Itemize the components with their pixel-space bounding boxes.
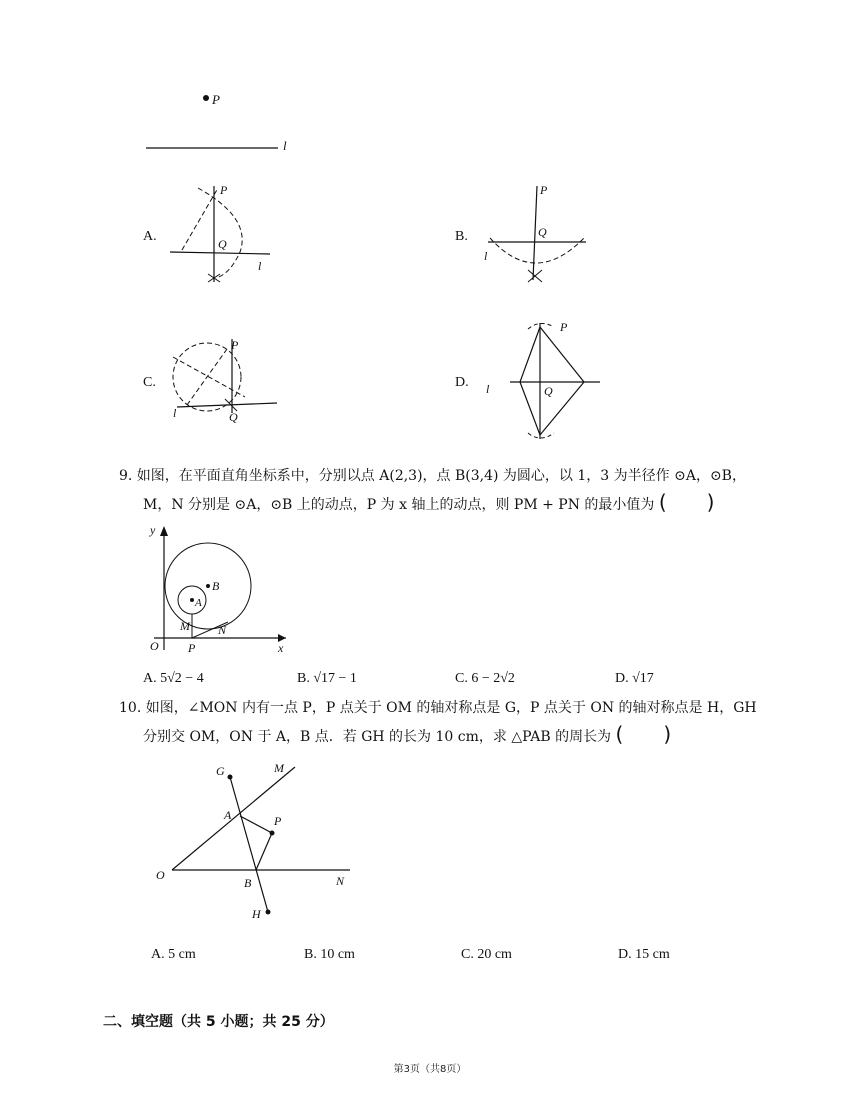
q10-line-2-text: 分别交 OM，ON 于 A，B 点．若 GH 的长为 10 cm，求 △PAB 的周长为 — [143, 729, 612, 745]
q10-option-c: C. 20 cm — [461, 947, 512, 962]
svg-text:Q: Q — [229, 410, 238, 424]
q9-line-2-text: M，N 分别是 ⊙A，⊙B 上的动点，P 为 x 轴上的动点，则 PM + PN 的最小值为 — [143, 497, 655, 513]
q8-option-c-figure — [165, 335, 285, 430]
svg-text:M: M — [274, 761, 284, 775]
q9-figure — [140, 520, 300, 660]
q8-option-a-figure — [160, 178, 280, 288]
svg-text:Q: Q — [218, 237, 227, 251]
top-figure — [140, 85, 300, 160]
q10-option-b: B. 10 cm — [304, 947, 355, 962]
q10-option-d: D. 15 cm — [618, 947, 670, 962]
q10-option-a: A. 5 cm — [151, 947, 196, 962]
svg-text:O: O — [150, 639, 159, 653]
svg-text:l: l — [173, 406, 177, 420]
svg-text:Q: Q — [538, 225, 547, 239]
svg-text:O: O — [156, 868, 165, 882]
q8-option-b-label: B. — [455, 229, 468, 244]
q8-option-d-figure — [480, 315, 610, 445]
q8-option-d-label: D. — [455, 375, 469, 390]
svg-text:l: l — [484, 249, 488, 263]
q10-figure — [150, 755, 370, 925]
svg-text:l: l — [486, 382, 490, 396]
svg-text:Q: Q — [544, 384, 553, 398]
svg-text:A: A — [224, 808, 232, 822]
svg-text:N: N — [218, 623, 227, 637]
section-2-title: 二、填空题（共 5 小题；共 25 分） — [103, 1014, 334, 1030]
q9-answer-bracket: ( ) — [658, 490, 715, 514]
svg-text:P: P — [220, 183, 228, 197]
q9-option-a: A. 5√2 − 4 — [143, 671, 204, 686]
page-footer: 第3页（共8页） — [393, 1064, 467, 1075]
svg-text:B: B — [212, 579, 220, 593]
q9-option-c: C. 6 − 2√2 — [455, 671, 515, 686]
svg-text:l: l — [258, 259, 262, 273]
q9-option-d: D. √17 — [615, 671, 654, 686]
svg-text:A: A — [195, 597, 202, 609]
q10-line-2 — [143, 721, 671, 750]
q9-line-1: 9. 如图，在平面直角坐标系中，分别以点 A(2,3)，点 B(3,4) 为圆心，以 1，3 为半径作 ⊙A，⊙B， — [119, 468, 746, 484]
point-p — [203, 95, 209, 101]
svg-text:P: P — [274, 814, 282, 828]
svg-text:y: y — [150, 523, 156, 537]
label-l: l — [283, 138, 287, 153]
q10-line-1: 10. 如图，∠MON 内有一点 P，P 点关于 OM 的轴对称点是 G，P 点关于 ON 的轴对称点是 H，GH — [119, 700, 757, 716]
label-p: P — [212, 92, 220, 107]
svg-text:H: H — [252, 907, 261, 921]
q8-option-a-label: A. — [143, 229, 157, 244]
q9-line-2 — [143, 489, 714, 518]
svg-text:x: x — [278, 641, 284, 655]
q8-option-c-label: C. — [143, 375, 156, 390]
svg-text:P: P — [560, 320, 568, 334]
svg-text:P: P — [540, 183, 548, 197]
q8-option-b-figure — [480, 180, 600, 290]
q9-option-b: B. √17 − 1 — [297, 671, 357, 686]
svg-text:M: M — [180, 619, 190, 633]
svg-text:G: G — [216, 764, 225, 778]
q10-answer-bracket: ( ) — [615, 722, 672, 746]
svg-text:N: N — [336, 874, 345, 888]
svg-text:P: P — [231, 338, 239, 352]
svg-text:P: P — [188, 641, 196, 655]
svg-text:B: B — [244, 876, 252, 890]
